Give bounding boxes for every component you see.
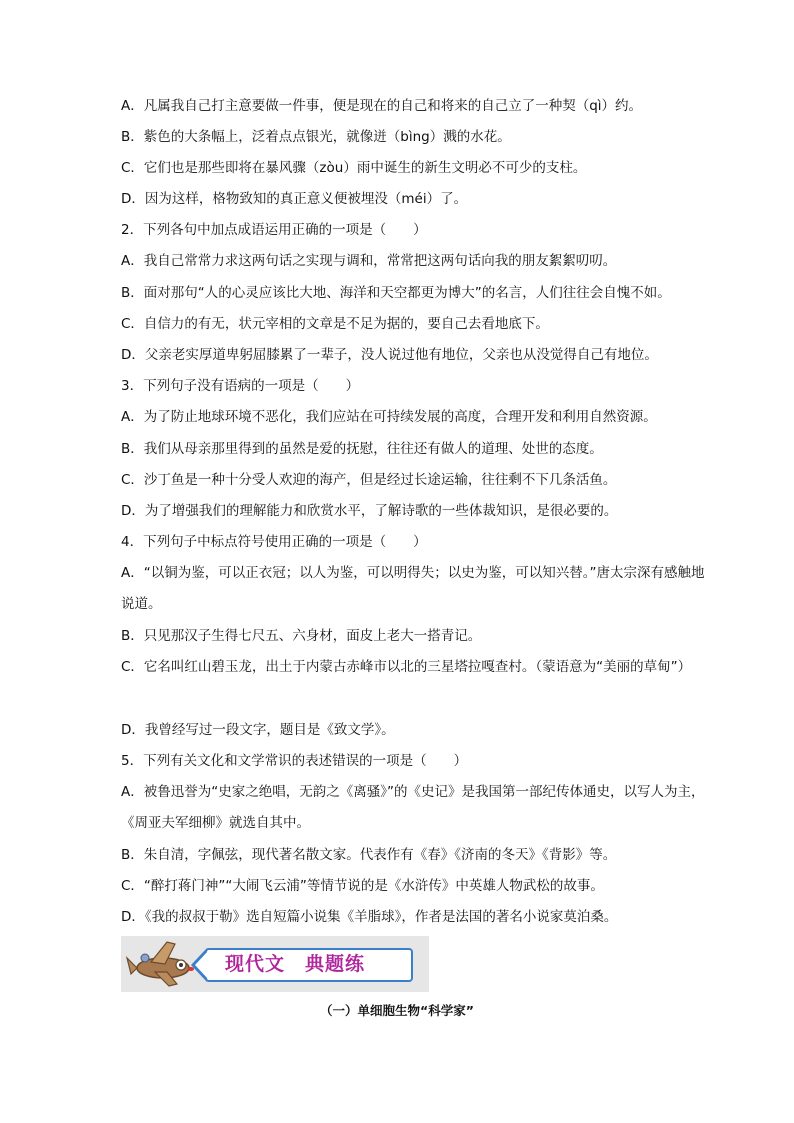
section-banner	[121, 936, 429, 992]
q1-option-c: C．它们也是那些即将在暴风骤（zòu）雨中诞生的新生文明必不可少的支柱。	[121, 160, 587, 176]
q3-option-a: A．为了防止地球环境不恶化，我们应站在可持续发展的高度，合理开发和利用自然资源。	[121, 409, 657, 425]
q5-option-a: A．被鲁迅誉为“史家之绝唱，无韵之《离骚》”的《史记》是我国第一部纪传体通史，以写人为主，《周亚夫军细柳》就选自其中。	[121, 784, 705, 831]
q1-option-b: B．紫色的大条幅上，泛着点点银光，就像迸（bìng）溅的水花。	[121, 129, 511, 145]
q4-option-b: B．只见那汉子生得七尺五、六身材，面皮上老大一搭青记。	[121, 628, 482, 644]
q1-option-a: A．凡属我自己打主意要做一件事，便是现在的自己和将来的自己立了一种契（qì）约。	[121, 98, 643, 114]
q2-option-a: A．我自己常常力求这两句话之实现与调和，常常把这两句话向我的朋友絮絮叨叨。	[121, 253, 617, 269]
section-title: （一）单细胞生物“科学家”	[320, 1003, 474, 1018]
q2-option-d: D．父亲老实厚道卑躬屈膝累了一辈子，没人说过他有地位，父亲也从没觉得自己有地位。	[121, 347, 658, 363]
q3-option-c: C．沙丁鱼是一种十分受人欢迎的海产，但是经过长途运输，往往剩不下几条活鱼。	[121, 472, 617, 488]
q4-stem: 4．下列句子中标点符号使用正确的一项是（ ）	[121, 534, 427, 550]
q4-option-a: A．“以铜为鉴，可以正衣冠；以人为鉴，可以明得失；以史为鉴，可以知兴替。”唐太宗深有感触地说道。	[121, 565, 705, 612]
banner-title: 现代文 典题练	[225, 953, 366, 975]
q2-stem: 2．下列各句中加点成语运用正确的一项是（ ）	[121, 222, 427, 238]
q5-stem: 5．下列有关文化和文学常识的表述错误的一项是（ ）	[121, 753, 468, 769]
q2-option-b: B．面对那句“人的心灵应该比大地、海洋和天空都更为博大”的名言，人们往往会自愧不如。	[121, 285, 671, 301]
q3-stem: 3．下列句子没有语病的一项是（ ）	[121, 378, 360, 394]
q2-option-c: C．自信力的有无，状元宰相的文章是不足为据的，要自己去看地底下。	[121, 316, 549, 332]
banner-pointer-fill	[195, 951, 208, 979]
q1-option-d: D．因为这样，格物致知的真正意义便被埋没（méi）了。	[121, 191, 468, 207]
q3-option-b: B．我们从母亲那里得到的虽然是爱的抚慰，往往还有做人的道理、处世的态度。	[121, 441, 603, 457]
q5-option-c: C．“醉打蒋门神”“大闹飞云浦”等情节说的是《水浒传》中英雄人物武松的故事。	[121, 878, 604, 894]
q3-option-d: D．为了增强我们的理解能力和欣赏水平，了解诗歌的一些体裁知识，是很必要的。	[121, 503, 618, 519]
q5-option-d: D．《我的叔叔于勒》选自短篇小说集《羊脂球》，作者是法国的著名小说家莫泊桑。	[121, 909, 618, 925]
q5-option-b: B．朱自清，字佩弦，现代著名散文家。代表作有《春》《济南的冬天》《背影》等。	[121, 847, 617, 863]
q4-option-d: D．我曾经写过一段文字，题目是《致文学》。	[121, 722, 395, 738]
q4-option-c: C．它名叫红山碧玉龙，出土于内蒙古赤峰市以北的三星塔拉嘎查村。（蒙语意为“美丽的草甸”）	[121, 659, 692, 675]
